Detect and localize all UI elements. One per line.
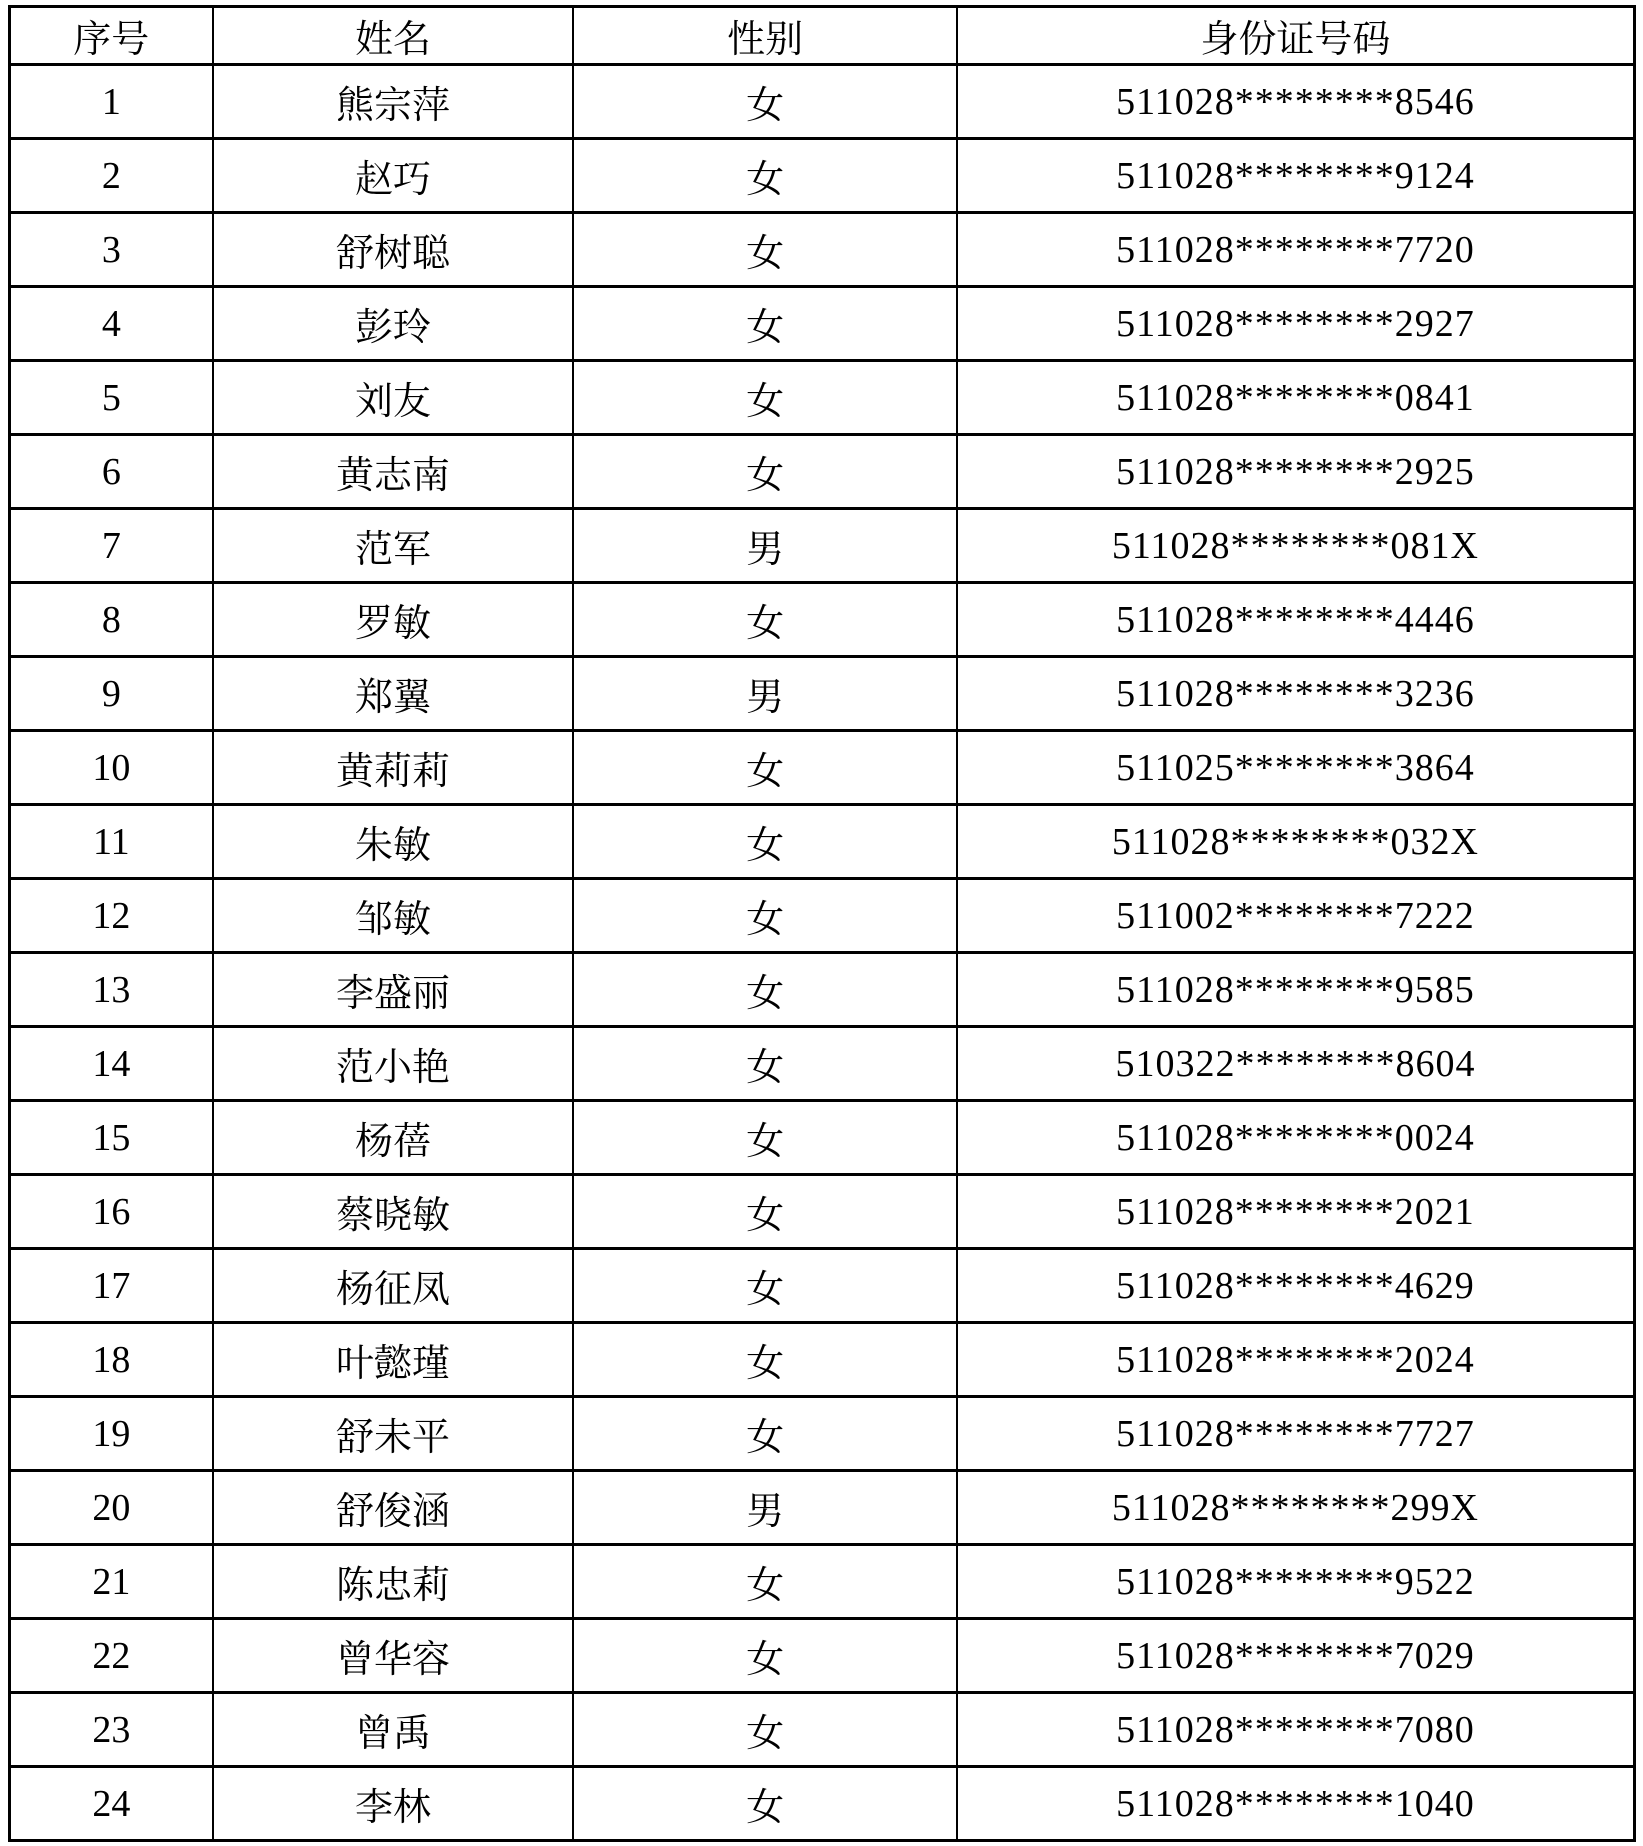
cell-no: 14 (10, 1027, 213, 1101)
cell-gender: 女 (573, 1767, 957, 1841)
cell-name: 熊宗萍 (213, 65, 574, 139)
cell-no: 1 (10, 65, 213, 139)
cell-id: 511028********9522 (957, 1545, 1635, 1619)
cell-name: 赵巧 (213, 139, 574, 213)
table-row (10, 731, 1635, 805)
table-row (10, 287, 1635, 361)
cell-no: 3 (10, 213, 213, 287)
cell-name: 杨蓓 (213, 1101, 574, 1175)
table-row (10, 1471, 1635, 1545)
cell-gender: 女 (573, 583, 957, 657)
cell-gender: 女 (573, 731, 957, 805)
cell-name: 范小艳 (213, 1027, 574, 1101)
cell-no: 6 (10, 435, 213, 509)
cell-no: 12 (10, 879, 213, 953)
id-roster-table (8, 5, 1636, 1842)
cell-no: 15 (10, 1101, 213, 1175)
cell-gender: 女 (573, 1545, 957, 1619)
cell-name: 舒俊涵 (213, 1471, 574, 1545)
cell-gender: 女 (573, 1619, 957, 1693)
table-row (10, 1027, 1635, 1101)
cell-name: 朱敏 (213, 805, 574, 879)
table-row (10, 953, 1635, 1027)
cell-no: 18 (10, 1323, 213, 1397)
cell-id: 511028********8546 (957, 65, 1635, 139)
cell-gender: 男 (573, 1471, 957, 1545)
table-row (10, 1767, 1635, 1841)
cell-gender: 男 (573, 657, 957, 731)
cell-name: 邹敏 (213, 879, 574, 953)
cell-name: 曾禹 (213, 1693, 574, 1767)
cell-name: 范军 (213, 509, 574, 583)
cell-gender: 女 (573, 1693, 957, 1767)
cell-no: 2 (10, 139, 213, 213)
cell-id: 511028********2021 (957, 1175, 1635, 1249)
cell-no: 22 (10, 1619, 213, 1693)
cell-name: 陈忠莉 (213, 1545, 574, 1619)
cell-gender: 女 (573, 1101, 957, 1175)
table-row (10, 1693, 1635, 1767)
table-row (10, 879, 1635, 953)
cell-name: 黄莉莉 (213, 731, 574, 805)
cell-gender: 男 (573, 509, 957, 583)
cell-no: 24 (10, 1767, 213, 1841)
cell-id: 511028********7080 (957, 1693, 1635, 1767)
cell-id: 511028********299X (957, 1471, 1635, 1545)
cell-id: 511025********3864 (957, 731, 1635, 805)
cell-name: 舒未平 (213, 1397, 574, 1471)
cell-id: 511028********4629 (957, 1249, 1635, 1323)
table-row (10, 1323, 1635, 1397)
cell-id: 511028********7720 (957, 213, 1635, 287)
table-row (10, 657, 1635, 731)
header-serial-number: 序号 (10, 7, 213, 65)
cell-id: 511028********2925 (957, 435, 1635, 509)
cell-id: 511028********2927 (957, 287, 1635, 361)
cell-id: 511028********3236 (957, 657, 1635, 731)
table-row (10, 1545, 1635, 1619)
cell-gender: 女 (573, 361, 957, 435)
cell-name: 彭玲 (213, 287, 574, 361)
cell-name: 李林 (213, 1767, 574, 1841)
cell-no: 7 (10, 509, 213, 583)
cell-no: 17 (10, 1249, 213, 1323)
cell-no: 11 (10, 805, 213, 879)
cell-gender: 女 (573, 139, 957, 213)
cell-id: 511002********7222 (957, 879, 1635, 953)
cell-id: 511028********2024 (957, 1323, 1635, 1397)
cell-gender: 女 (573, 1249, 957, 1323)
cell-name: 刘友 (213, 361, 574, 435)
cell-no: 4 (10, 287, 213, 361)
header-name: 姓名 (213, 7, 574, 65)
table-row (10, 139, 1635, 213)
cell-id: 511028********1040 (957, 1767, 1635, 1841)
cell-id: 511028********9124 (957, 139, 1635, 213)
cell-gender: 女 (573, 1175, 957, 1249)
table-row (10, 805, 1635, 879)
cell-name: 舒树聪 (213, 213, 574, 287)
cell-id: 511028********032X (957, 805, 1635, 879)
cell-no: 13 (10, 953, 213, 1027)
cell-id: 511028********0024 (957, 1101, 1635, 1175)
cell-no: 21 (10, 1545, 213, 1619)
cell-gender: 女 (573, 65, 957, 139)
cell-no: 9 (10, 657, 213, 731)
cell-no: 19 (10, 1397, 213, 1471)
cell-name: 杨征凤 (213, 1249, 574, 1323)
table-row (10, 1101, 1635, 1175)
cell-gender: 女 (573, 435, 957, 509)
cell-name: 黄志南 (213, 435, 574, 509)
cell-no: 20 (10, 1471, 213, 1545)
cell-name: 罗敏 (213, 583, 574, 657)
cell-gender: 女 (573, 879, 957, 953)
header-row (10, 7, 1635, 65)
table-row (10, 1249, 1635, 1323)
table-row (10, 361, 1635, 435)
header-gender: 性别 (573, 7, 957, 65)
header-id-number: 身份证号码 (957, 7, 1635, 65)
cell-no: 16 (10, 1175, 213, 1249)
table-row (10, 1175, 1635, 1249)
table-row (10, 1619, 1635, 1693)
cell-gender: 女 (573, 1397, 957, 1471)
cell-id: 511028********7727 (957, 1397, 1635, 1471)
cell-no: 10 (10, 731, 213, 805)
table-row (10, 1397, 1635, 1471)
cell-id: 511028********4446 (957, 583, 1635, 657)
cell-id: 510322********8604 (957, 1027, 1635, 1101)
cell-name: 李盛丽 (213, 953, 574, 1027)
cell-id: 511028********9585 (957, 953, 1635, 1027)
cell-name: 曾华容 (213, 1619, 574, 1693)
table-row (10, 65, 1635, 139)
cell-name: 蔡晓敏 (213, 1175, 574, 1249)
cell-name: 叶懿瑾 (213, 1323, 574, 1397)
table-body (10, 65, 1635, 1841)
cell-no: 23 (10, 1693, 213, 1767)
cell-gender: 女 (573, 1323, 957, 1397)
cell-id: 511028********081X (957, 509, 1635, 583)
cell-gender: 女 (573, 805, 957, 879)
cell-name: 郑翼 (213, 657, 574, 731)
cell-id: 511028********7029 (957, 1619, 1635, 1693)
cell-no: 5 (10, 361, 213, 435)
cell-gender: 女 (573, 213, 957, 287)
cell-gender: 女 (573, 287, 957, 361)
table-row (10, 213, 1635, 287)
table-row (10, 435, 1635, 509)
table-row (10, 583, 1635, 657)
cell-gender: 女 (573, 1027, 957, 1101)
cell-gender: 女 (573, 953, 957, 1027)
table-row (10, 509, 1635, 583)
cell-no: 8 (10, 583, 213, 657)
cell-id: 511028********0841 (957, 361, 1635, 435)
